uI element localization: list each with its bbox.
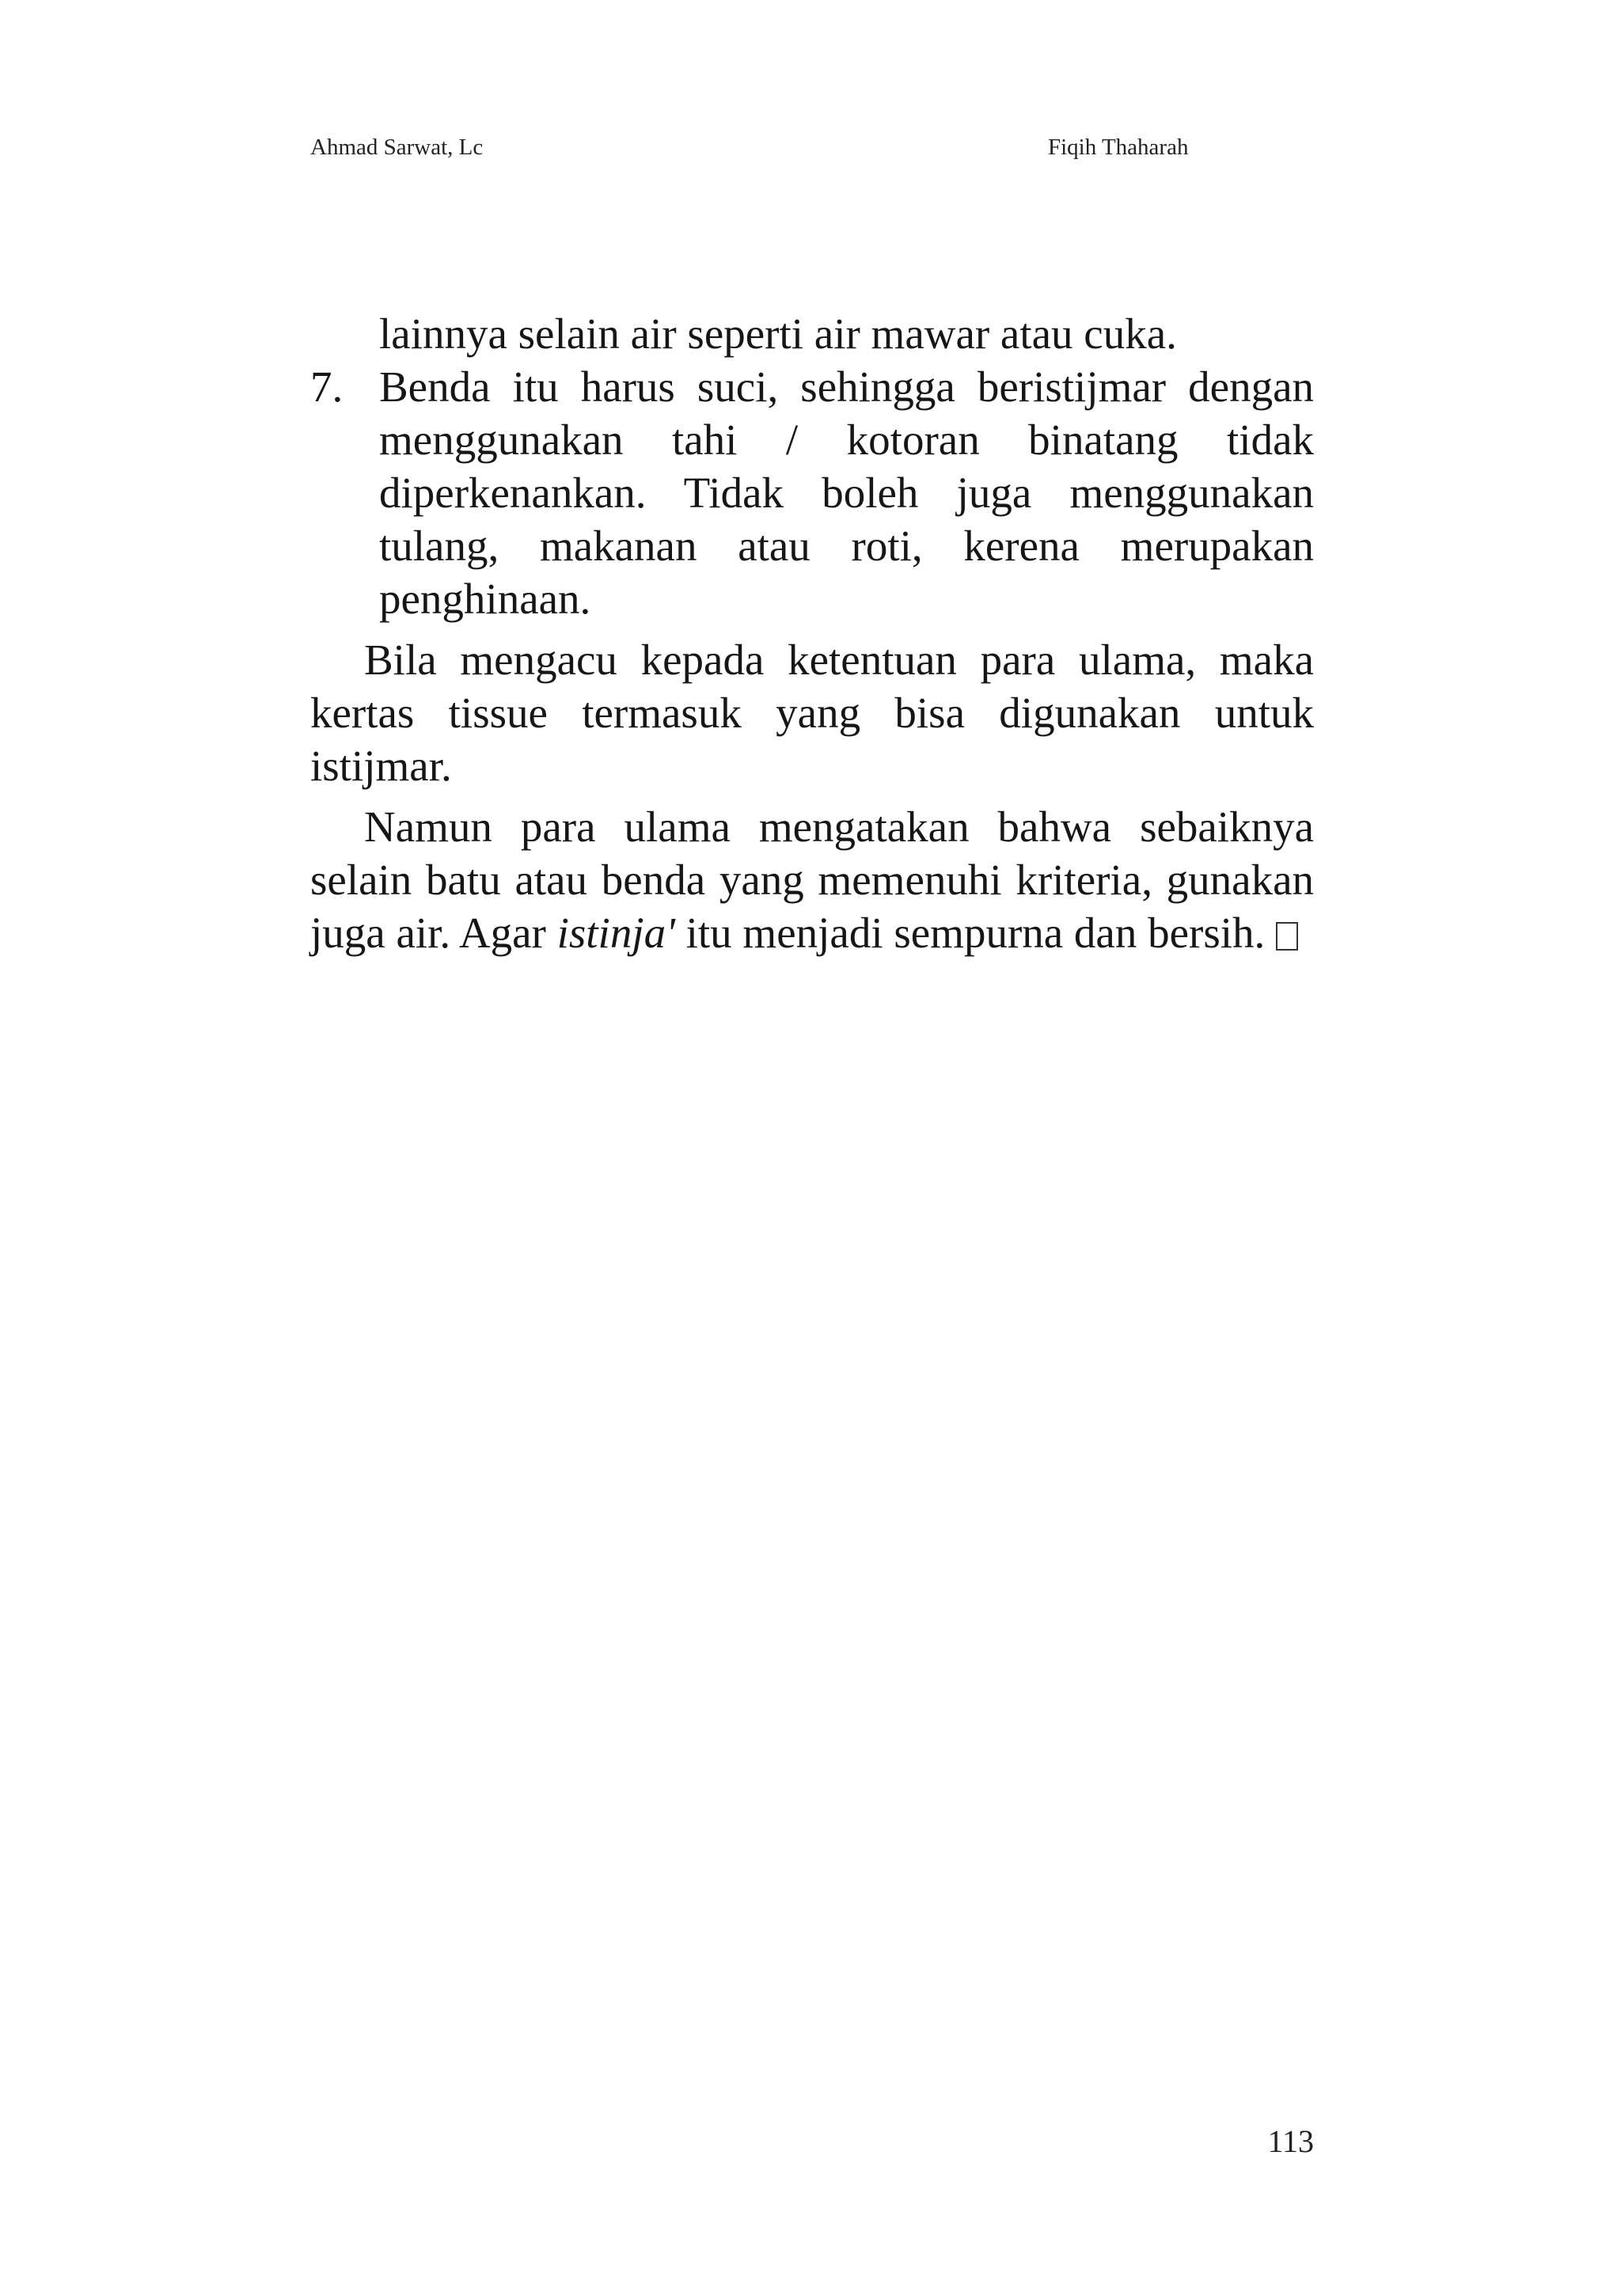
page-body — [310, 307, 1314, 959]
end-of-section-icon — [1276, 922, 1298, 951]
list-item-text: Benda itu harus suci, sehingga beristijmar dengan menggunakan tahi / kotoran binatang tidak diperkenankan. Tidak boleh juga menggunakan tulang, makanan atau roti, kerena merupakan penghinaan. — [379, 362, 1314, 623]
list-item-7 — [310, 360, 1314, 625]
page-number: 113 — [1267, 2123, 1314, 2159]
header-book-title: Fiqih Thaharah — [1048, 135, 1189, 160]
continued-list-line: lainnya selain air seperti air mawar atau cuka. — [379, 309, 1177, 358]
paragraph-1: Bila mengacu kepada ketentuan para ulama, maka kertas tissue termasuk yang bisa digunakan untuk istijmar. — [310, 636, 1314, 790]
paragraph-2 — [310, 800, 1314, 959]
header-author: Ahmad Sarwat, Lc — [310, 135, 484, 160]
paragraph-2-italic-term: istinja' — [556, 909, 675, 957]
list-item-number: 7. — [310, 362, 344, 411]
paragraph-2-text-end: itu menjadi sempurna dan bersih. — [674, 909, 1266, 957]
paragraph-2-text-start: Namun para ulama mengatakan bahwa sebaiknya selain batu atau benda yang memenuhi kriteria, gunakan juga air. Agar — [310, 803, 1314, 957]
